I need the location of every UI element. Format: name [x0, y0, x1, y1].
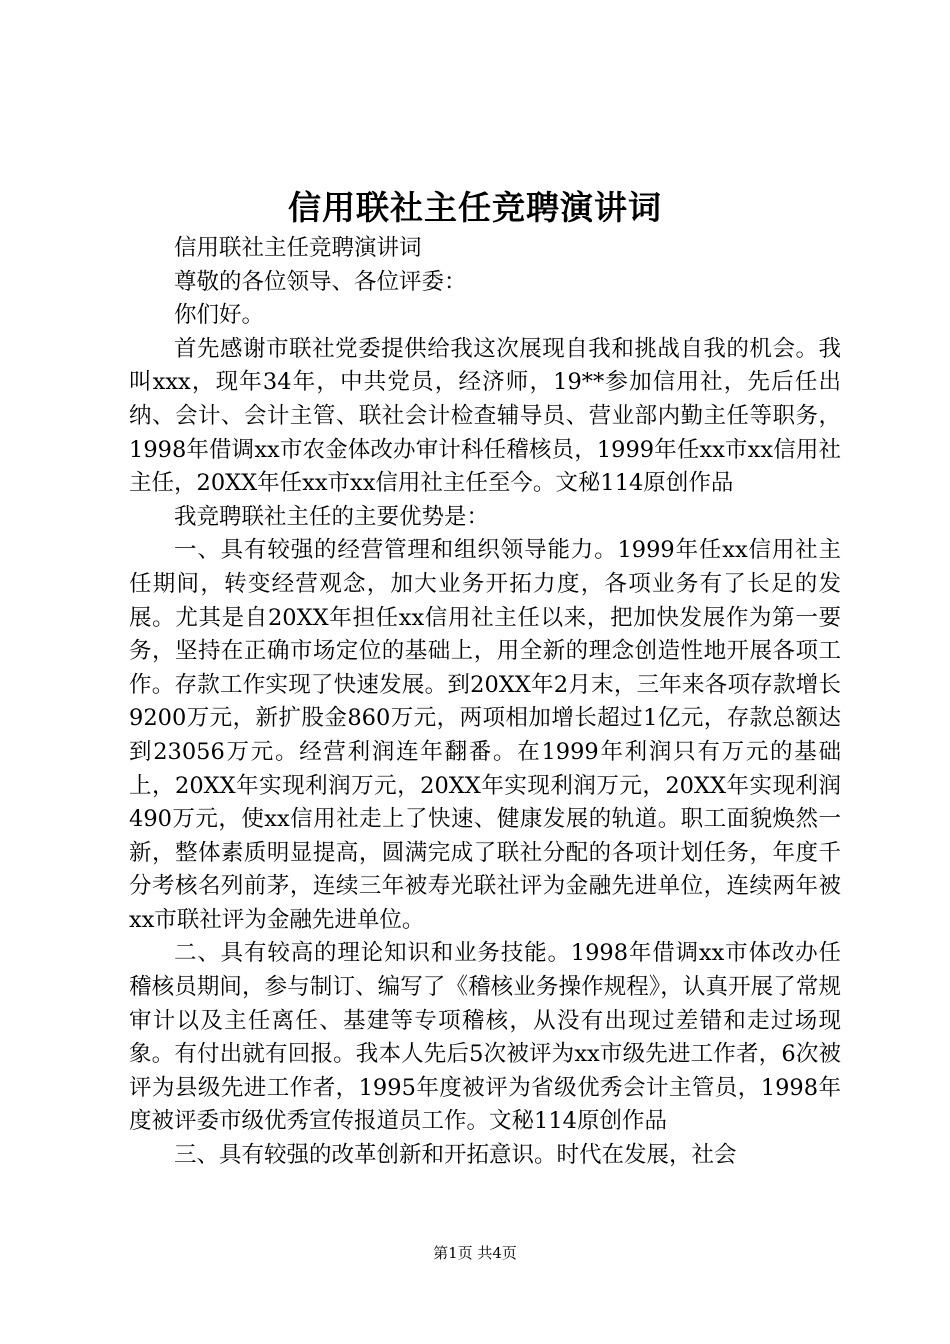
paragraph-advantage-one: 一、具有较强的经营管理和组织领导能力。1999年任xx信用社主任期间，转变经营观念，加大业务开拓力度，各项业务有了长足的发展。尤其是自20XX年担任xx信用社主任以来，把加快发展作为第一要务，坚持在正确市场定位的基础上，用全新的理念创造性地开展各项工作。存款工作实现了快速发展。到20XX年2月末，三年来各项存款增长9200万元，新扩股金860万元，两项相加增长超过1亿元，存款总额达到23056万元。经营利润连年翻番。在1999年利润只有万元的基础上，20XX年实现利润万元，20XX年实现利润万元，20XX年实现利润490万元，使xx信用社走上了快速、健康发展的轨道。职工面貌焕然一新，整体素质明显提高，圆满完成了联社分配的各项计划任务，年度千分考核名列前茅，连续三年被寿光联社评为金融先进单位，连续两年被xx市联社评为金融先进单位。 — [129, 537, 841, 933]
paragraph-greeting: 你们好。 — [174, 302, 265, 329]
paragraph-salutation: 尊敬的各位领导、各位评委： — [174, 268, 467, 295]
paragraph-subtitle: 信用联社主任竞聘演讲词 — [174, 235, 422, 261]
paragraph-introduction: 首先感谢市联社党委提供给我这次展现自我和挑战自我的机会。我叫xxx，现年34年，中共党员，经济师，19**参加信用社，先后任出纳、会计、会计主管、联社会计检查辅导员、营业部内勤主任等职务，1998年借调xx市农金体改办审计科任稽核员，1999年任xx市xx信用社主任，20XX年任xx市xx信用社主任至今。文秘114原创作品 — [129, 335, 841, 497]
page-number-footer: 第1页 共4页 — [433, 1244, 517, 1262]
document-body — [129, 232, 841, 1173]
paragraph-advantage-two: 二、具有较高的理论知识和业务技能。1998年借调xx市体改办任稽核员期间，参与制订、编写了《稽核业务操作规程》，认真开展了常规审计以及主任离任、基建等专项稽核，从没有出现过差错和走过场现象。有付出就有回报。我本人先后5次被评为xx市级先进工作者，6次被评为县级先进工作者，1995年度被评为省级优秀会计主管员，1998年度被评委市级优秀宣传报道员工作。文秘114原创作品 — [129, 940, 841, 1135]
paragraph-advantages-heading: 我竞聘联社主任的主要优势是： — [174, 503, 490, 530]
paragraph-advantage-three: 三、具有较强的改革创新和开拓意识。时代在发展，社会 — [174, 1142, 737, 1169]
document-title: 信用联社主任竞聘演讲词 — [288, 188, 662, 227]
